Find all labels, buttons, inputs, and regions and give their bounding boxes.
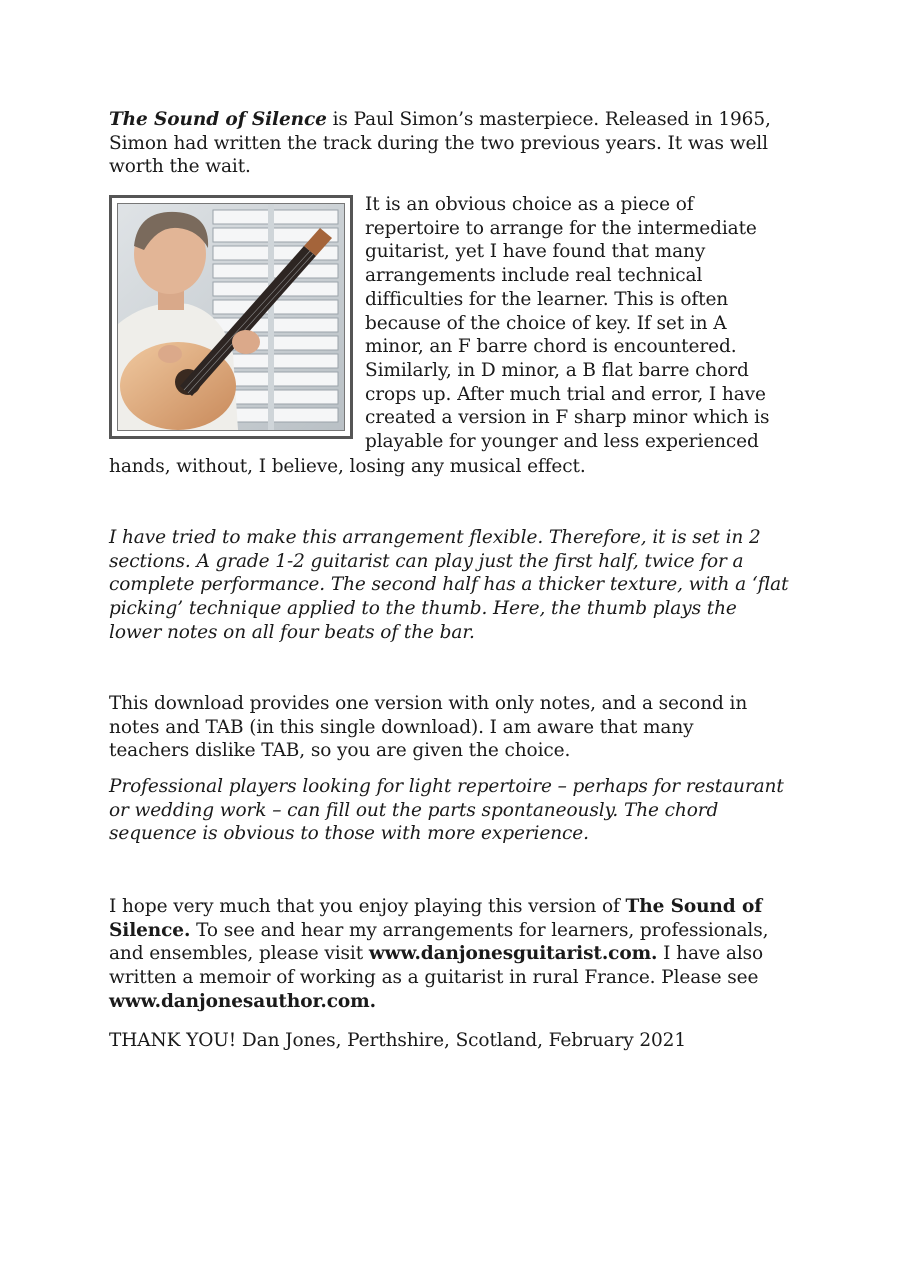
title-bold-cont: Silence.	[109, 919, 191, 941]
flexible-paragraph	[109, 526, 799, 645]
wrap-line: arrangements include real technical	[365, 265, 703, 287]
signature-line	[109, 1029, 799, 1053]
title-emphasis: The Sound of Silence	[109, 109, 327, 130]
wrap-line: crops up. After much trial and error, I have	[365, 383, 766, 405]
wrap-full-line: hands, without, I believe, losing any musical effect.	[109, 456, 586, 477]
wrap-line: It is an obvious choice as a piece of	[365, 194, 694, 215]
wrap-line: because of the choice of key. If set in A	[365, 312, 727, 334]
intro-paragraph	[109, 108, 799, 179]
photo-image	[117, 203, 345, 431]
closing-line-2: Silence. To see and hear my arrangements for learners, professionals,	[109, 919, 769, 941]
wrap-line: repertoire to arrange for the intermediate	[365, 217, 757, 239]
closing-paragraph	[109, 895, 799, 1014]
professional-line: sequence is obvious to those with more experience.	[109, 823, 589, 845]
arrangement-paragraph-end	[109, 455, 799, 479]
wrap-line: playable for younger and less experienced	[365, 431, 759, 453]
author-website-link[interactable]: www.danjonesauthor.com.	[109, 990, 376, 1012]
download-line: This download provides one version with only notes, and a second in	[109, 693, 748, 714]
wrap-line: Similarly, in D minor, a B flat barre chord	[365, 359, 749, 381]
guitarist-illustration	[118, 204, 344, 430]
professional-paragraph	[109, 775, 799, 846]
flexible-line: picking’ technique applied to the thumb. Here, the thumb plays the	[109, 598, 737, 620]
guitarist-photo	[109, 195, 353, 439]
closing-line-4: written a memoir of working as a guitarist in rural France. Please see	[109, 967, 759, 989]
professional-line: or wedding work – can fill out the parts spontaneously. The chord	[109, 799, 719, 821]
closing-line-3: and ensembles, please visit www.danjonesguitarist.com. I have also	[109, 943, 764, 965]
arrangement-paragraph	[365, 193, 795, 454]
wrap-line: difficulties for the learner. This is often	[365, 288, 729, 310]
professional-line: Professional players looking for light repertoire – perhaps for restaurant	[109, 776, 784, 797]
title-bold: The Sound of	[625, 896, 763, 917]
wrap-line: minor, an F barre chord is encountered.	[365, 336, 737, 358]
intro-line-1: The Sound of Silence is Paul Simon’s masterpiece. Released in 1965,	[109, 109, 771, 130]
download-line: notes and TAB (in this single download). I am aware that many	[109, 716, 694, 738]
guitarist-website-link[interactable]: www.danjonesguitarist.com.	[368, 943, 658, 965]
closing-line-1: I hope very much that you enjoy playing this version of The Sound of	[109, 896, 763, 917]
intro-line-3: worth the wait.	[109, 156, 251, 178]
wrap-line: guitarist, yet I have found that many	[365, 241, 706, 263]
download-line: teachers dislike TAB, so you are given the choice.	[109, 740, 571, 762]
flexible-line: sections. A grade 1-2 guitarist can play just the first half, twice for a	[109, 550, 744, 572]
wrap-line: created a version in F sharp minor which is	[365, 407, 770, 429]
flexible-line: complete performance. The second half has a thicker texture, with a ‘flat	[109, 574, 789, 596]
download-paragraph	[109, 692, 799, 763]
flexible-line: I have tried to make this arrangement flexible. Therefore, it is set in 2	[109, 527, 761, 548]
flexible-line: lower notes on all four beats of the bar.	[109, 621, 475, 643]
intro-line-2: Simon had written the track during the two previous years. It was well	[109, 132, 768, 154]
closing-line-5	[109, 990, 799, 1014]
thanks-text: THANK YOU! Dan Jones, Perthshire, Scotland, February 2021	[109, 1030, 687, 1051]
